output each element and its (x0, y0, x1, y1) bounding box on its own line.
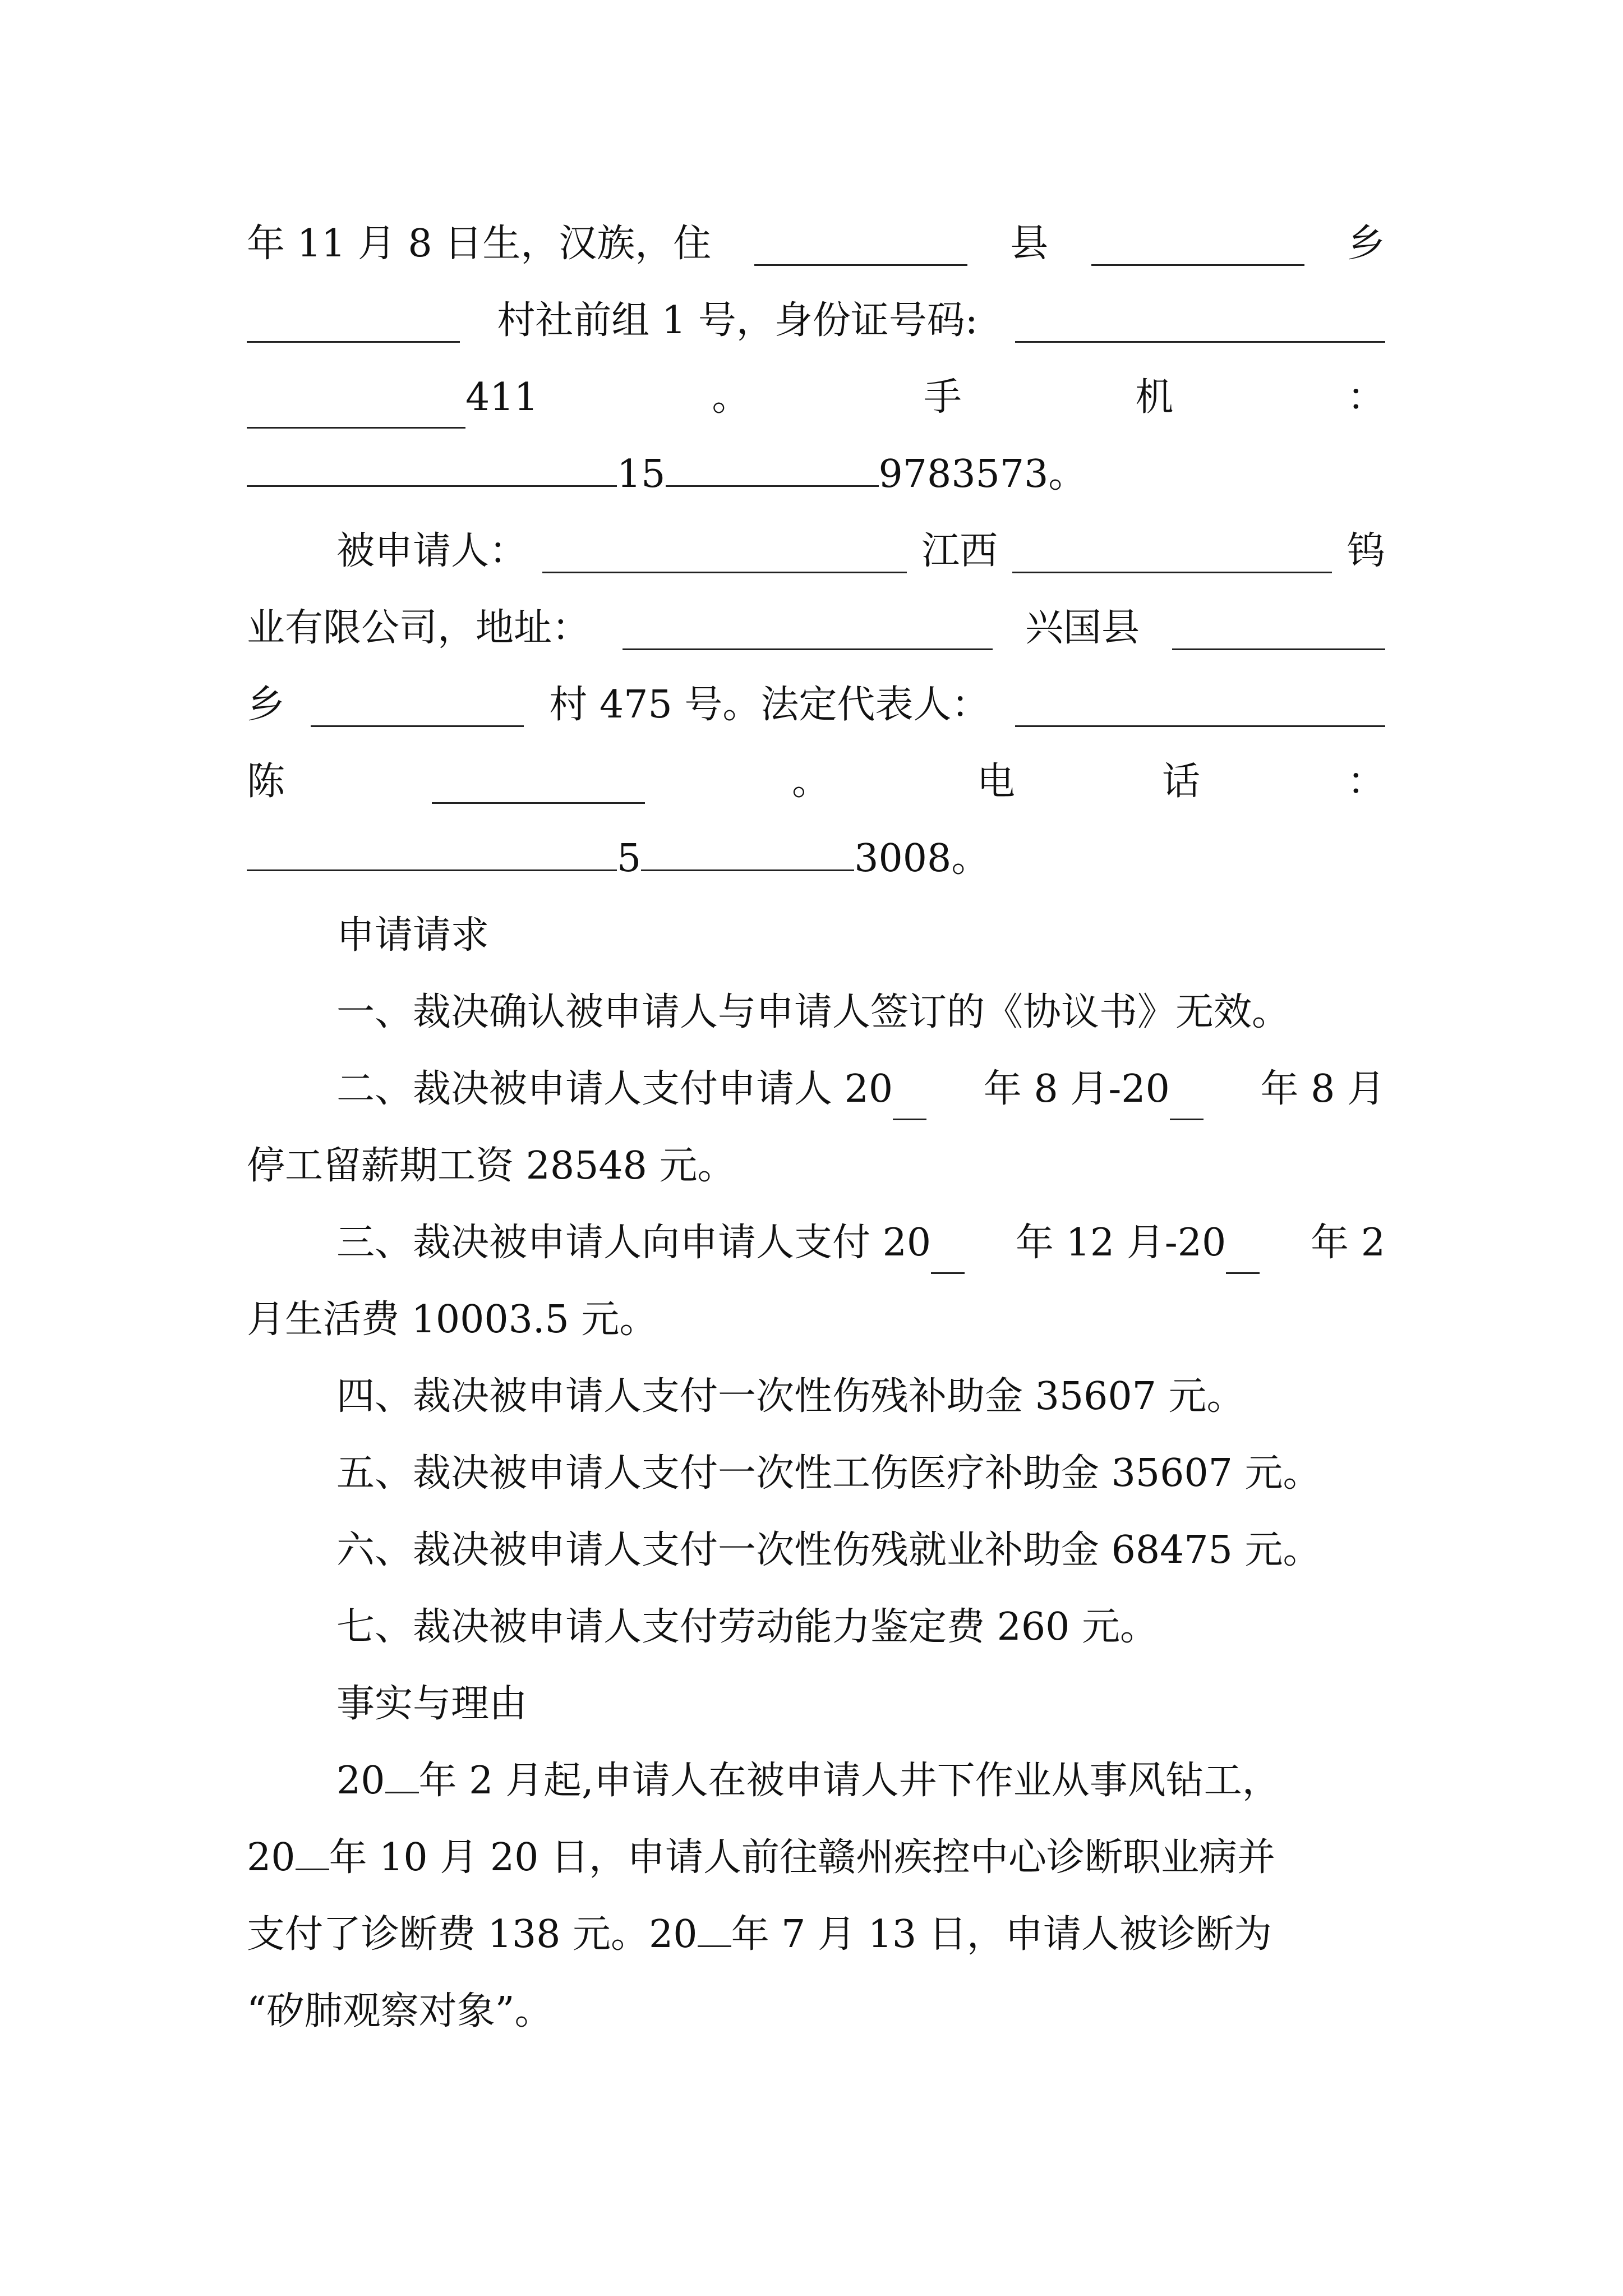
fact-paragraph-line (247, 1827, 1385, 1889)
doc-text: 乡 (1347, 222, 1385, 266)
blank-line (666, 444, 879, 487)
blank-line (754, 223, 967, 266)
blank-line (698, 1904, 731, 1947)
doc-text: 。 (712, 375, 750, 420)
blank-line (1015, 300, 1385, 343)
blank-line (641, 828, 854, 871)
doc-text: ： (1347, 760, 1385, 804)
doc-text: 一、裁决确认被申请人与申请人签订的《协议书》无效。 (336, 990, 1290, 1034)
doc-text: 五、裁决被申请人支付一次性工伤医疗补助金 35607 元。 (336, 1451, 1321, 1496)
doc-segment (336, 1059, 926, 1120)
blank-line (893, 1077, 926, 1120)
doc-text: 村社前组 1 号，身份证号码: (497, 298, 978, 343)
doc-line (247, 213, 1385, 275)
blank-line (1012, 530, 1332, 573)
doc-text: 二、裁决被申请人支付申请人 20 (336, 1067, 893, 1111)
blank-line (247, 385, 465, 429)
doc-text: 411 (465, 375, 538, 420)
doc-text: 话 (1161, 760, 1200, 804)
request-item-4 (247, 1366, 1385, 1428)
doc-text: 陈 (247, 760, 285, 804)
doc-text: 年 2 月起,申请人在被申请人井下作业从事风钻工， (418, 1759, 1280, 1803)
doc-text: 被申请人： (336, 529, 528, 573)
blank-line (311, 684, 524, 727)
doc-text: 9783573。 (878, 452, 1087, 496)
doc-line (247, 290, 1385, 352)
doc-segment (247, 367, 538, 429)
doc-text: 年 8 月-20 (983, 1067, 1170, 1111)
doc-text: 县 (1010, 222, 1049, 266)
doc-text: 兴国县 (1025, 606, 1140, 650)
doc-text: 支付了诊断费 138 元。20 (247, 1912, 698, 1957)
heading-text: 申请请求 (336, 913, 490, 958)
doc-text: 业有限公司，地址： (247, 606, 591, 650)
blank-line (432, 761, 645, 804)
blank-line (1226, 1231, 1260, 1274)
request-item-7 (247, 1596, 1385, 1658)
blank-line (247, 444, 617, 487)
request-item-1 (247, 982, 1385, 1043)
doc-text: 钨 (1347, 529, 1385, 573)
section-heading-facts (247, 1673, 1385, 1735)
doc-text: 江西 (921, 529, 998, 573)
doc-text: 3008。 (854, 836, 990, 881)
doc-line (247, 1135, 1385, 1197)
doc-text: 20 (336, 1759, 385, 1803)
doc-line (247, 521, 1385, 582)
doc-segment (336, 1212, 965, 1274)
blank-line (385, 1750, 419, 1793)
doc-segment (1016, 1212, 1260, 1274)
doc-line (247, 367, 1385, 429)
doc-text: 六、裁决被申请人支付一次性伤残就业补助金 68475 元。 (336, 1528, 1321, 1572)
doc-text: ： (1347, 375, 1385, 420)
doc-text: 电 (976, 760, 1015, 804)
request-item-5 (247, 1443, 1385, 1504)
doc-text: 。 (791, 760, 830, 804)
doc-line (247, 1289, 1385, 1351)
blank-line (1170, 1077, 1204, 1120)
request-item-3 (247, 1212, 1385, 1274)
doc-text: 年 12 月-20 (1016, 1221, 1227, 1265)
fact-paragraph-line (247, 1981, 1385, 2042)
fact-paragraph-line (247, 1750, 1385, 1812)
doc-text: 机 (1135, 375, 1174, 420)
fact-paragraph-line (247, 1904, 1385, 1966)
blank-line (1091, 223, 1304, 266)
blank-line (296, 1827, 329, 1870)
doc-segment (984, 1059, 1204, 1120)
doc-text: 年 2 (1311, 1221, 1385, 1265)
doc-text: “矽肺观察对象”。 (247, 1989, 553, 2033)
doc-text: 三、裁决被申请人向申请人支付 20 (336, 1221, 932, 1265)
doc-text: 手 (923, 375, 962, 420)
doc-text: 5 (617, 836, 642, 881)
blank-line (542, 530, 907, 573)
blank-line (1015, 684, 1385, 727)
blank-line (247, 300, 460, 343)
doc-text: 年 7 月 13 日，申请人被诊断为 (731, 1912, 1272, 1957)
blank-line (931, 1231, 965, 1274)
doc-text: 15 (617, 452, 666, 496)
doc-text: 月生活费 10003.5 元。 (247, 1297, 658, 1342)
doc-text: 乡 (247, 683, 285, 727)
doc-text: 四、裁决被申请人支付一次性伤残补助金 35607 元。 (336, 1374, 1245, 1419)
doc-text: 20 (247, 1835, 296, 1880)
doc-line (247, 674, 1385, 736)
doc-text: 年 10 月 20 日，申请人前往赣州疾控中心诊断职业病并 (329, 1835, 1276, 1880)
doc-text: 年 8 月 (1260, 1067, 1385, 1111)
doc-text: 村 475 号。法定代表人： (549, 683, 990, 727)
blank-line (247, 828, 617, 871)
doc-line (247, 828, 1385, 890)
request-item-2 (247, 1059, 1385, 1120)
blank-line (1172, 607, 1385, 650)
heading-text: 事实与理由 (336, 1682, 528, 1726)
doc-text: 年 11 月 8 日生，汉族，住 (247, 222, 712, 266)
doc-line (247, 751, 1385, 813)
doc-text: 停工留薪期工资 28548 元。 (247, 1144, 736, 1188)
blank-line (623, 607, 993, 650)
request-item-6 (247, 1520, 1385, 1581)
section-heading-requests (247, 905, 1385, 967)
doc-line (247, 444, 1385, 505)
doc-line (247, 597, 1385, 659)
doc-text: 七、裁决被申请人支付劳动能力鉴定费 260 元。 (336, 1605, 1159, 1649)
